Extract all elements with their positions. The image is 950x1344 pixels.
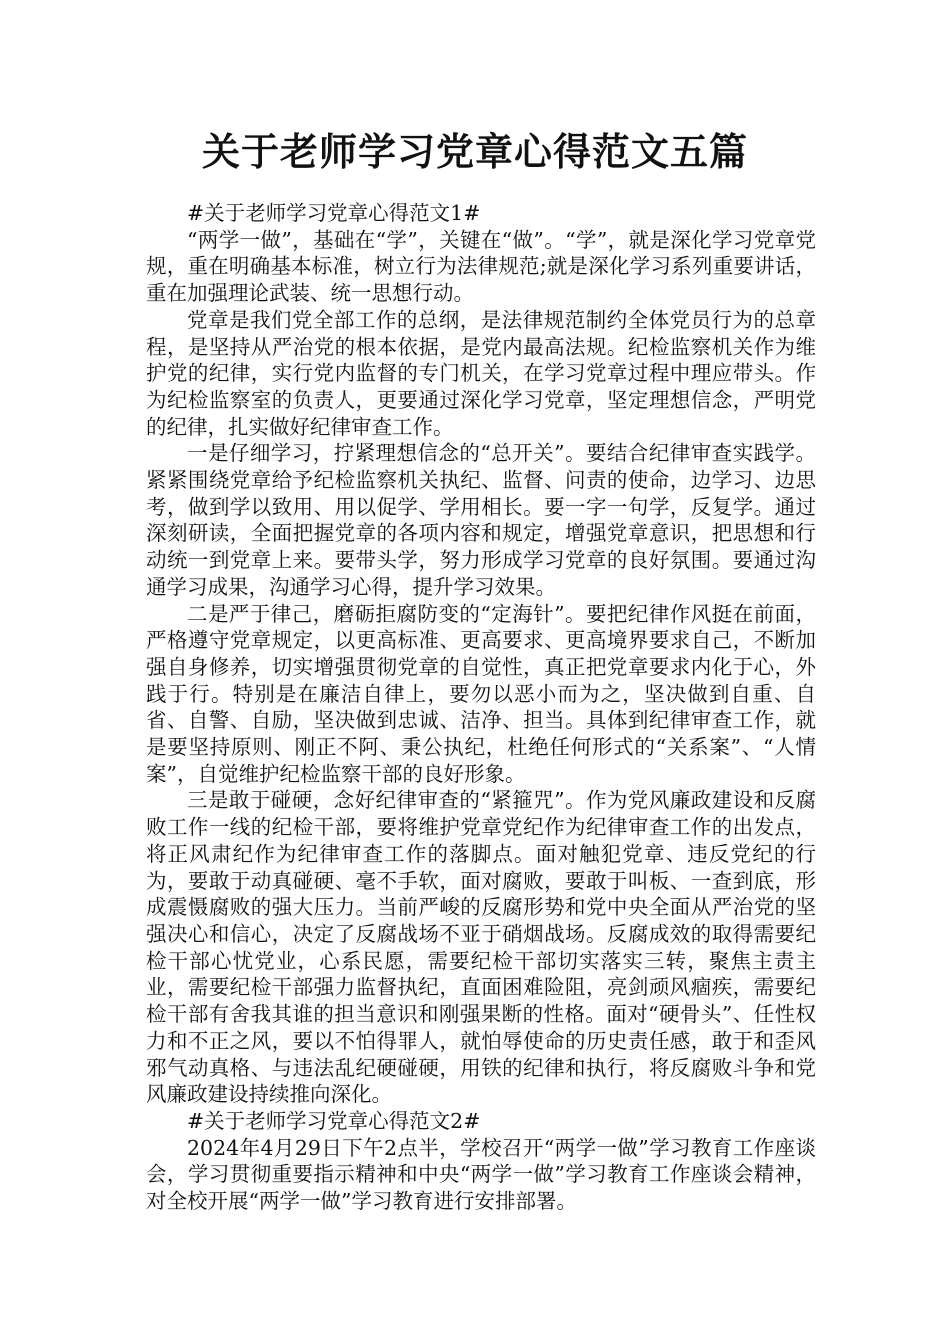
document-body bbox=[146, 200, 816, 1215]
paragraph: 三是敢于碰硬，念好纪律审查的“紧箍咒”。作为党风廉政建设和反腐败工作一线的纪检干部，要将维护党章党纪作为纪律审查工作的出发点，将正风肃纪作为纪律审查工作的落脚点。面对触犯党章、违反党纪的行为，要敢于动真碰硬、毫不手软，面对腐败，要敢于叫板、一查到底，形成震慑腐败的强大压力。当前严峻的反腐形势和党中央全面从严治党的坚强决心和信心，决定了反腐战场不亚于硝烟战场。反腐成效的取得需要纪检干部心忧党业，心系民愿，需要纪检干部切实落实三转，聚焦主责主业，需要纪检干部强力监督执纪，直面困难险阻，亮剑顽风痼疾，需要纪检干部有舍我其谁的担当意识和刚强果断的性格。面对“硬骨头”、任性权力和不正之风，要以不怕得罪人，就怕辱使命的历史责任感，敢于和歪风邪气动真格、与违法乱纪硬碰硬，用铁的纪律和执行，将反腐败斗争和党风廉政建设持续推向深化。 bbox=[146, 788, 816, 1107]
document-title: 关于老师学习党章心得范文五篇 bbox=[201, 130, 748, 174]
paragraph: 2024年4月29日下午2点半，学校召开“两学一做”学习教育工作座谈会，学习贯彻重要指示精神和中央“两学一做”学习教育工作座谈会精神，对全校开展“两学一做”学习教育进行安排部署。 bbox=[146, 1135, 816, 1214]
paragraph: 党章是我们党全部工作的总纲，是法律规范制约全体党员行为的总章程，是坚持从严治党的根本依据，是党内最高法规。纪检监察机关作为维护党的纪律，实行党内监督的专门机关，在学习党章过程中理应带头。作为纪检监察室的负责人，更要通过深化学习党章，坚定理想信念，严明党的纪律，扎实做好纪律审查工作。 bbox=[146, 307, 816, 439]
paragraph: 二是严于律己，磨砺拒腐防变的“定海针”。要把纪律作风挺在前面，严格遵守党章规定，以更高标准、更高要求、更高境界要求自己，不断加强自身修养，切实增强贯彻党章的自觉性，真正把党章要求内化于心，外践于行。特别是在廉洁自律上，要勿以恶小而为之，坚决做到自重、自省、自警、自励，坚决做到忠诚、洁净、担当。具体到纪律审查工作，就是要坚持原则、刚正不阿、秉公执纪，杜绝任何形式的“关系案”、“人情案”，自觉维护纪检监察干部的良好形象。 bbox=[146, 601, 816, 786]
section-heading-1: #关于老师学习党章心得范文1# bbox=[187, 201, 481, 225]
section-heading-2: #关于老师学习党章心得范文2# bbox=[187, 1108, 481, 1133]
paragraph: 一是仔细学习，拧紧理想信念的“总开关”。要结合纪律审查实践学。紧紧围绕党章给予纪检监察机关执纪、监督、问责的使命，边学习、边思考，做到学以致用、用以促学、学用相长。要一字一句学，反复学。通过深刻研读，全面把握党章的各项内容和规定，增强党章意识，把思想和行动统一到党章上来。要带头学，努力形成学习党章的良好氛围。要通过沟通学习成果，沟通学习心得，提升学习效果。 bbox=[146, 441, 816, 599]
paragraph: “两学一做”，基础在“学”，关键在“做”。“学”，就是深化学习党章党规，重在明确基本标准，树立行为法律规范;就是深化学习系列重要讲话，重在加强理论武装、统一思想行动。 bbox=[146, 227, 816, 306]
